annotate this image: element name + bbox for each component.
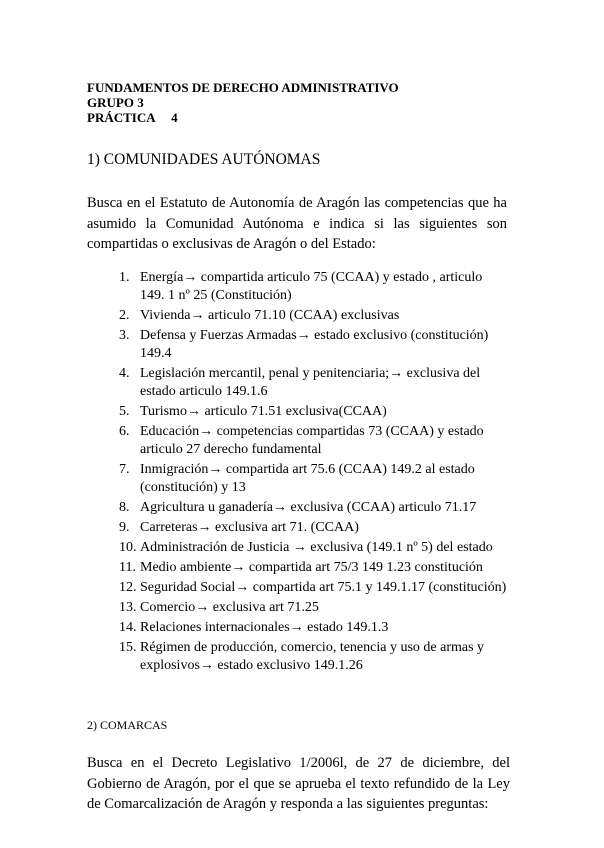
list-item [119, 539, 509, 557]
list-item-number: 6. [119, 424, 130, 439]
list-item-number: 7. [119, 462, 130, 477]
list-item [119, 599, 509, 617]
list-item [119, 365, 509, 401]
list-item-number: 10. [119, 540, 137, 555]
list-item-number: 13. [119, 600, 137, 615]
section-1-intro: Busca en el Estatuto de Autonomía de Aragón las competencias que ha asumido la Comunidad Autónoma e indica si las siguientes son compartidas o exclusivas de Aragón o del Estado: [87, 195, 507, 252]
list-item-number: 9. [119, 520, 130, 535]
list-item [119, 499, 509, 517]
group-label: GRUPO 3 [87, 95, 144, 110]
list-item-text: Educación→ competencias compartidas 73 (CCAA) y estado articulo 27 derecho fundamental [140, 424, 484, 457]
list-item-text: Comercio→ exclusiva art 71.25 [140, 600, 319, 615]
section-2-intro: Busca en el Decreto Legislativo 1/2006l, de 27 de diciembre, del Gobierno de Aragón, por el que se aprueba el texto refundido de la Ley de Comarcalización de Aragón y responda a las siguientes preguntas: [87, 755, 510, 812]
list-item [119, 423, 509, 459]
list-item [119, 403, 509, 421]
document-header [87, 80, 399, 125]
list-item-text: Energía→ compartida articulo 75 (CCAA) y estado , articulo 149. 1 nº 25 (Constitución) [140, 270, 483, 303]
list-item [119, 619, 509, 637]
list-item-text: Turismo→ articulo 71.51 exclusiva(CCAA) [140, 404, 387, 419]
list-item-number: 8. [119, 500, 130, 515]
practice-label: PRÁCTICA 4 [87, 110, 178, 125]
list-item-text: Agricultura u ganadería→ exclusiva (CCAA) articulo 71.17 [140, 500, 477, 515]
list-item-number: 5. [119, 404, 130, 419]
list-item [119, 327, 509, 363]
list-item-number: 3. [119, 328, 130, 343]
list-item [119, 519, 509, 537]
list-item-text: Defensa y Fuerzas Armadas→ estado exclusivo (constitución) 149.4 [140, 328, 489, 361]
list-item-number: 4. [119, 366, 130, 381]
section-1-title: 1) COMUNIDADES AUTÓNOMAS [87, 151, 321, 168]
section-2-title: 2) COMARCAS [87, 718, 168, 732]
list-item [119, 307, 509, 325]
competencies-list [119, 269, 509, 677]
list-item [119, 461, 509, 497]
list-item-number: 12. [119, 580, 137, 595]
list-item [119, 559, 509, 577]
list-item-text: Régimen de producción, comercio, tenencia y uso de armas y explosivos→ estado exclusivo 149.1.26 [140, 640, 485, 673]
list-item-text: Carreteras→ exclusiva art 71. (CCAA) [140, 520, 359, 535]
list-item [119, 639, 509, 675]
list-item-number: 2. [119, 308, 130, 323]
course-title: FUNDAMENTOS DE DERECHO ADMINISTRATIVO [87, 80, 399, 95]
list-item-text: Inmigración→ compartida art 75.6 (CCAA) 149.2 al estado (constitución) y 13 [140, 462, 475, 495]
list-item-text: Administración de Justicia → exclusiva (149.1 nº 5) del estado [140, 540, 493, 555]
list-item-text: Seguridad Social→ compartida art 75.1 y 149.1.17 (constitución) [140, 580, 507, 595]
list-item-text: Medio ambiente→ compartida art 75/3 149 1.23 constitución [140, 560, 483, 575]
list-item-number: 11. [119, 560, 136, 575]
list-item [119, 269, 509, 305]
list-item-number: 14. [119, 620, 137, 635]
list-item-text: Legislación mercantil, penal y penitenciaria;→ exclusiva del estado articulo 149.1.6 [140, 366, 481, 399]
list-item-number: 15. [119, 640, 137, 655]
list-item-number: 1. [119, 270, 130, 285]
list-item-text: Relaciones internacionales→ estado 149.1.3 [140, 620, 389, 635]
list-item-text: Vivienda→ articulo 71.10 (CCAA) exclusivas [140, 308, 400, 323]
list-item [119, 579, 509, 597]
